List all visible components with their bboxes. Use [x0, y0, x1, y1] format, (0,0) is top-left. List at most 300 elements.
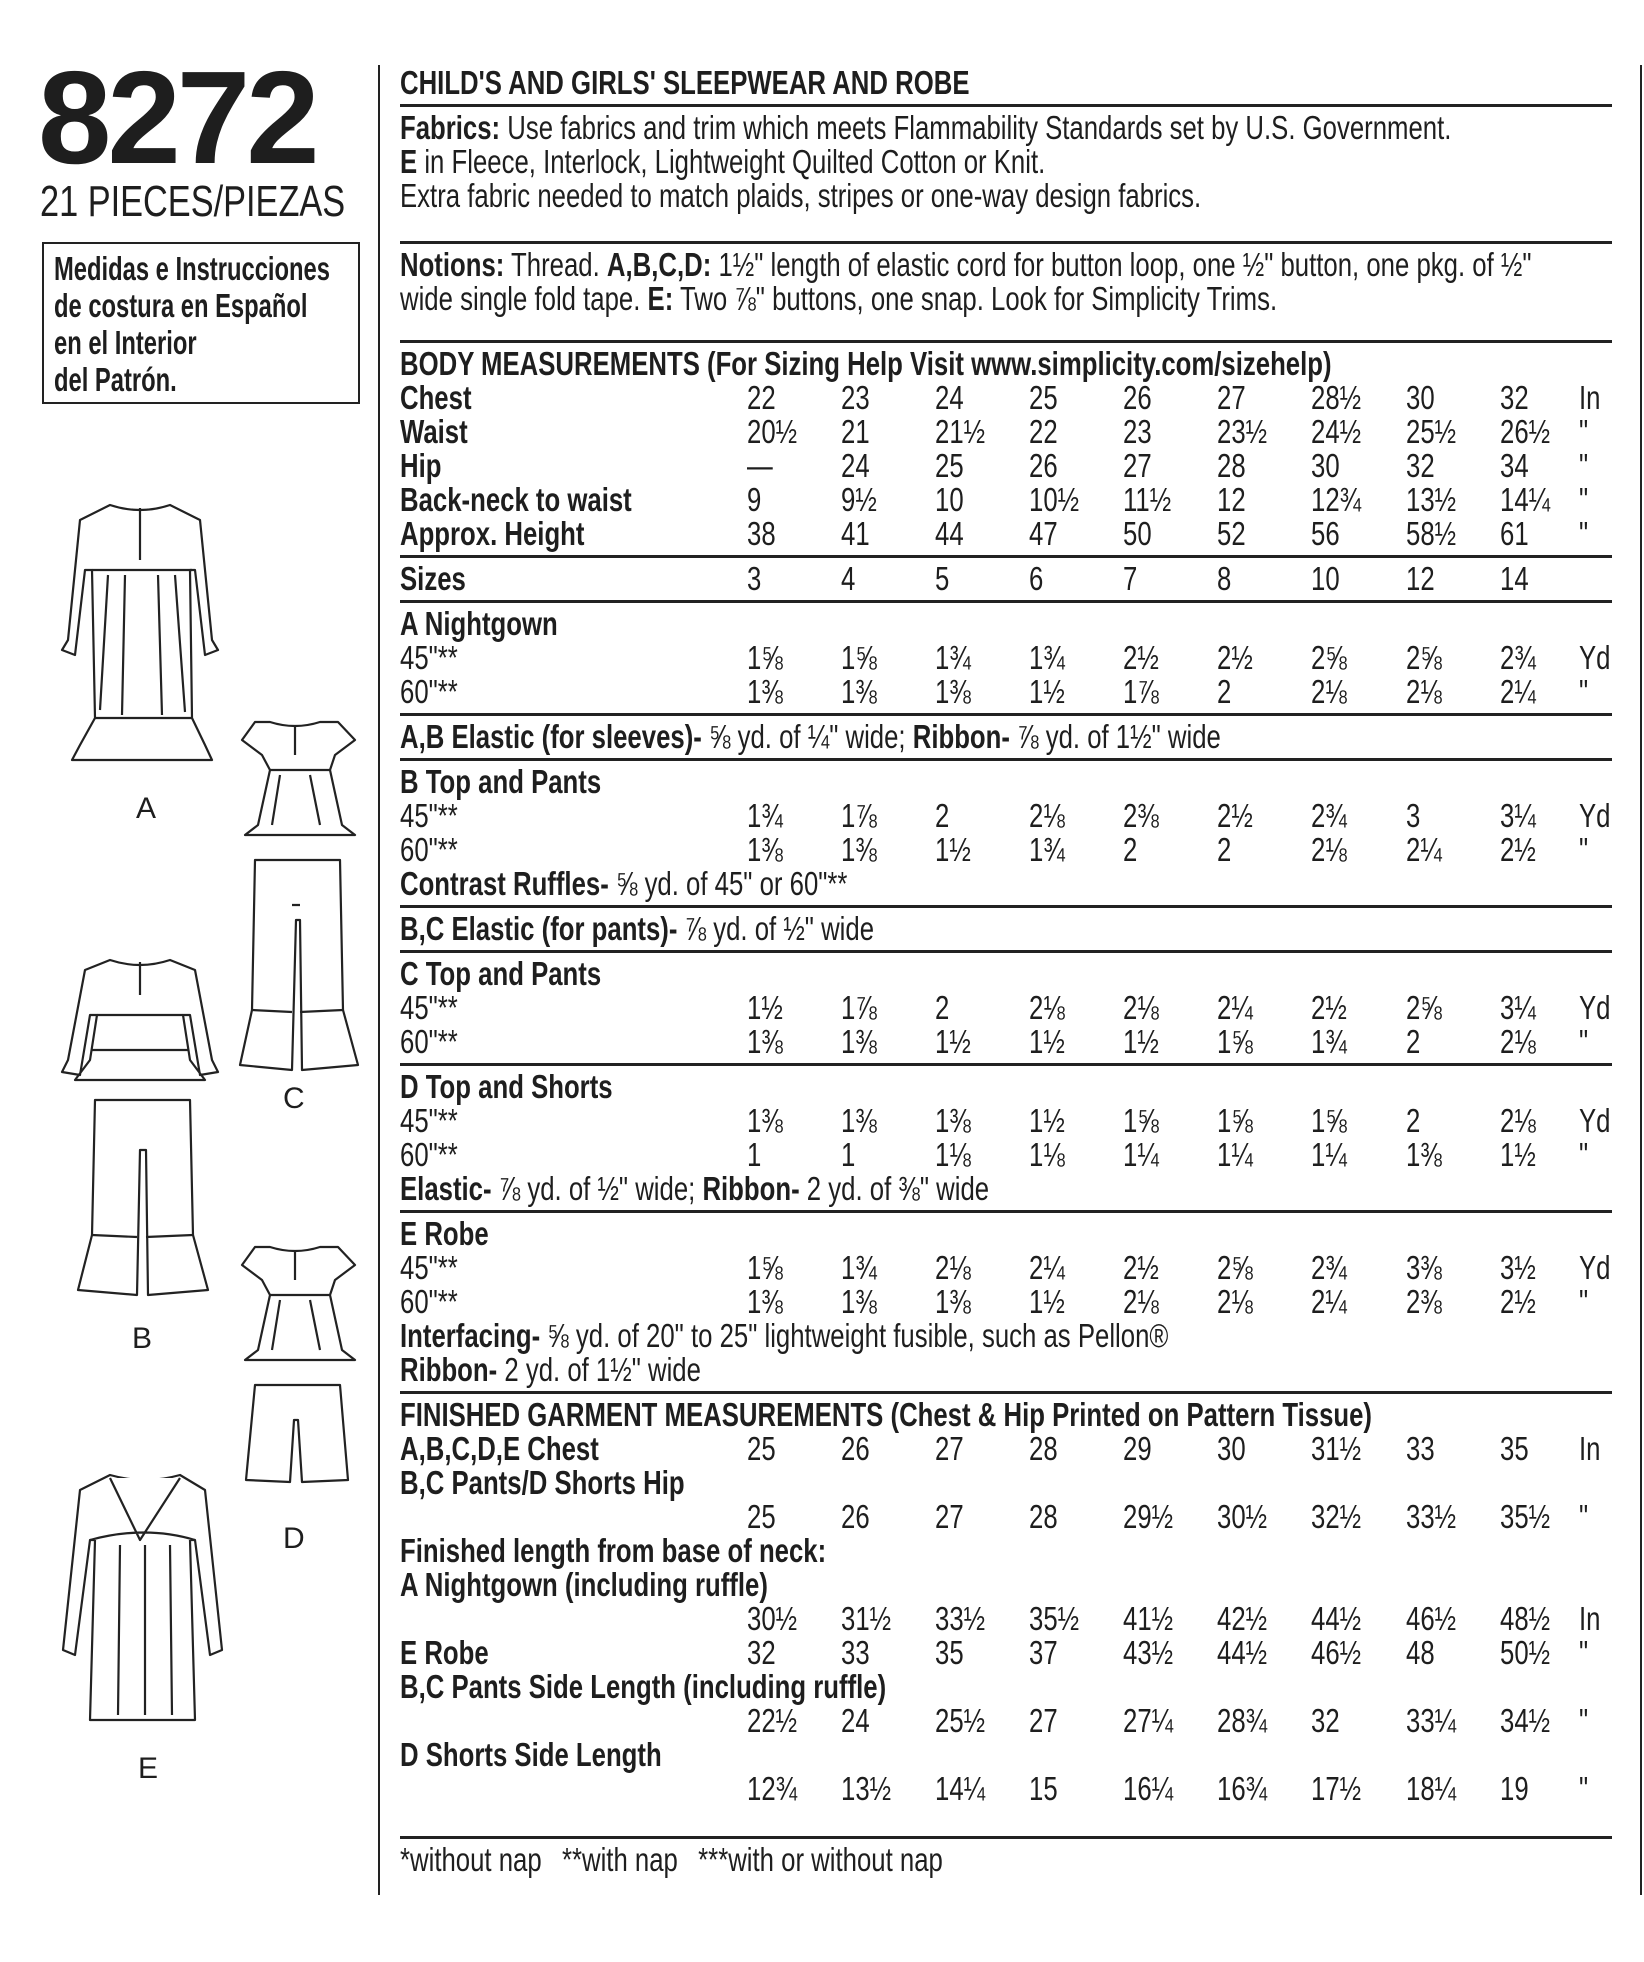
cell-value: 25½	[1406, 413, 1457, 450]
notions-line	[400, 282, 1612, 316]
line-text	[400, 179, 1201, 213]
unit-label: "	[1579, 1498, 1589, 1535]
bold-label: A,B Elastic (for sleeves)-	[400, 718, 702, 755]
unit-label: In	[1579, 1430, 1601, 1467]
cell-value: 17½	[1311, 1770, 1362, 1807]
cell-value: 44	[935, 515, 964, 552]
row-label: D Shorts Side Length	[400, 1736, 662, 1773]
cell-value: 1½	[1029, 673, 1065, 710]
cell-value: 2¾	[1500, 639, 1536, 676]
cell-value: 12	[1406, 560, 1435, 597]
cell-value: 2	[935, 989, 950, 1026]
view-d-top-drawing	[242, 1247, 355, 1360]
text: ⅝ yd. of ¼" wide;	[701, 718, 913, 755]
row-label: D Top and Shorts	[400, 1068, 613, 1105]
cell-value: 2¼	[1311, 1283, 1347, 1320]
footnote: ***with or without nap	[698, 1841, 943, 1878]
cell-value: 2⅛	[1500, 1023, 1536, 1060]
unit-label: "	[1579, 447, 1589, 484]
finished-measurement-row	[400, 1772, 1612, 1806]
cell-value: 1⅜	[935, 1283, 971, 1320]
unit-label: "	[1579, 1023, 1589, 1060]
cell-value: 10	[935, 481, 964, 518]
unit-label: "	[1579, 1136, 1589, 1173]
cell-value: 1⅜	[841, 1102, 877, 1139]
cell-value: 33½	[935, 1600, 986, 1637]
cell-value: 1	[841, 1136, 856, 1173]
yardage-section-title	[400, 607, 1612, 641]
cell-value: 5	[935, 560, 950, 597]
cell-value: 43½	[1123, 1634, 1174, 1671]
cell-value: 35½	[1029, 1600, 1080, 1637]
footnote-text	[400, 1843, 943, 1877]
unit-label: "	[1579, 481, 1589, 518]
spacer	[400, 1806, 1612, 1832]
cell-value: 1⅝	[747, 639, 783, 676]
finished-measurement-row	[400, 1670, 1612, 1704]
piece-count: 21 PIECES/PIEZAS	[40, 177, 346, 226]
text: ⅝ yd. of 45" or 60"**	[608, 865, 848, 902]
row-label: B,C Pants Side Length (including ruffle)	[400, 1668, 887, 1705]
cell-value: 34½	[1500, 1702, 1551, 1739]
cell-value: 2⅛	[1311, 831, 1347, 868]
cell-value: 1¼	[1311, 1136, 1347, 1173]
finished-measurement-row	[400, 1466, 1612, 1500]
cell-value: 1¾	[747, 797, 783, 834]
cell-value: 35	[935, 1634, 964, 1671]
cell-value: 2⅝	[1406, 639, 1442, 676]
cell-value: 1⅞	[1123, 673, 1159, 710]
cell-value: 56	[1311, 515, 1340, 552]
cell-value: 1⅜	[841, 673, 877, 710]
cell-value: 22	[747, 379, 776, 416]
cell-value: 2	[1217, 673, 1232, 710]
footnote: **with nap	[561, 1841, 678, 1878]
row-label: BODY MEASUREMENTS (For Sizing Help Visit www.simplicity.com/sizehelp)	[400, 345, 1332, 382]
yardage-row	[400, 833, 1612, 867]
row-label: 45"**	[400, 1102, 458, 1139]
cell-value: 2⅛	[1123, 989, 1159, 1026]
unit-label: In	[1579, 379, 1601, 416]
unit-label: Yd	[1579, 797, 1611, 834]
text: ⅞ yd. of ½" wide;	[491, 1170, 703, 1207]
cell-value: 2	[935, 797, 950, 834]
cell-value: 48½	[1500, 1600, 1551, 1637]
pattern-number: 8272	[38, 44, 316, 191]
cell-value: 1⅜	[747, 831, 783, 868]
cell-value: 3¼	[1500, 989, 1536, 1026]
cell-value: 2½	[1217, 639, 1253, 676]
cell-value: 24	[841, 447, 870, 484]
cell-value: 3¼	[1500, 797, 1536, 834]
cell-value: 29½	[1123, 1498, 1174, 1535]
row-label: A Nightgown	[400, 605, 558, 642]
cell-value: 28	[1217, 447, 1246, 484]
cell-value: 2⅛	[1500, 1102, 1536, 1139]
cell-value: 2⅛	[1406, 673, 1442, 710]
finished-measurement-row	[400, 1704, 1612, 1738]
cell-value: 46½	[1311, 1634, 1362, 1671]
cell-value: 26½	[1500, 413, 1551, 450]
cell-value: 2¼	[1217, 989, 1253, 1026]
cell-value: 2⅝	[1217, 1249, 1253, 1286]
cell-value: 1⅜	[747, 673, 783, 710]
finished-measurement-row	[400, 1534, 1612, 1568]
yardage-note	[400, 1353, 1612, 1387]
cell-value: 1⅜	[841, 1023, 877, 1060]
cell-value: 1½	[1029, 1023, 1065, 1060]
cell-value: 30½	[1217, 1498, 1268, 1535]
cell-value: 6	[1029, 560, 1044, 597]
cell-value: 44½	[1311, 1600, 1362, 1637]
cell-value: 2⅝	[1311, 639, 1347, 676]
view-label-e: E	[138, 1752, 159, 1785]
cell-value: 47	[1029, 515, 1058, 552]
cell-value: 1¾	[935, 639, 971, 676]
text: ⅝ yd. of 20" to 25" lightweight fusible, such as Pellon®	[540, 1317, 1169, 1354]
cell-value: 22½	[747, 1702, 798, 1739]
finished-measurement-row	[400, 1636, 1612, 1670]
line-text	[400, 111, 1451, 145]
line-text	[400, 282, 1277, 316]
unit-label: "	[1579, 673, 1589, 710]
row-label: 60"**	[400, 1283, 458, 1320]
cell-value: 9½	[841, 481, 877, 518]
divider	[400, 555, 1612, 558]
text: in Fleece, Interlock, Lightweight Quilted Cotton or Knit.	[417, 143, 1046, 180]
cell-value: 2⅝	[1406, 989, 1442, 1026]
line-text	[400, 1319, 1168, 1353]
cell-value: 30	[1406, 379, 1435, 416]
cell-value: 12	[1217, 481, 1246, 518]
cell-value: 16¼	[1123, 1770, 1174, 1807]
divider	[400, 905, 1612, 908]
unit-label: Yd	[1579, 989, 1611, 1026]
row-label: C Top and Pants	[400, 955, 602, 992]
line-text	[400, 720, 1221, 754]
cell-value: 14¼	[1500, 481, 1551, 518]
cell-value: 1⅞	[841, 989, 877, 1026]
cell-value: 26	[1029, 447, 1058, 484]
unit-label: In	[1579, 1600, 1601, 1637]
line-text	[400, 1172, 989, 1206]
cell-value: 14¼	[935, 1770, 986, 1807]
row-label: Waist	[400, 413, 468, 450]
bold-label: Ribbon-	[702, 1170, 800, 1207]
finished-measurement-row	[400, 1602, 1612, 1636]
finished-measurement-row	[400, 1738, 1612, 1772]
cell-value: 2⅛	[1029, 989, 1065, 1026]
cell-value: 33	[841, 1634, 870, 1671]
row-label: Approx. Height	[400, 515, 585, 552]
cell-value: 33¼	[1406, 1702, 1457, 1739]
cell-value: 1	[747, 1136, 762, 1173]
cell-value: 1½	[1123, 1023, 1159, 1060]
cell-value: 27	[1217, 379, 1246, 416]
cell-value: 1¾	[841, 1249, 877, 1286]
divider	[400, 758, 1612, 761]
cell-value: 2¼	[1500, 673, 1536, 710]
cell-value: 1⅜	[841, 831, 877, 868]
cell-value: 50	[1123, 515, 1152, 552]
cell-value: 35½	[1500, 1498, 1551, 1535]
cell-value: 1⅜	[747, 1023, 783, 1060]
unit-label: "	[1579, 1283, 1589, 1320]
cell-value: 1⅛	[935, 1136, 971, 1173]
row-label: Sizes	[400, 560, 466, 597]
cell-value: 31½	[841, 1600, 892, 1637]
cell-value: 1½	[935, 831, 971, 868]
row-label: B Top and Pants	[400, 763, 602, 800]
yardage-section-title	[400, 957, 1612, 991]
unit-label: Yd	[1579, 1249, 1611, 1286]
cell-value: 2⅜	[1123, 797, 1159, 834]
fabrics-line	[400, 145, 1612, 179]
cell-value: 46½	[1406, 1600, 1457, 1637]
cell-value: 1⅝	[1217, 1023, 1253, 1060]
cell-value: 2¾	[1311, 797, 1347, 834]
text: Extra fabric needed to match plaids, stripes or one-way design fabrics.	[400, 177, 1202, 214]
body-measurement-row	[400, 381, 1612, 415]
yardage-note	[400, 1172, 1612, 1206]
row-label: Finished length from base of neck:	[400, 1532, 827, 1569]
cell-value: 1⅜	[935, 673, 971, 710]
bold-label: Ribbon-	[912, 718, 1010, 755]
line-text	[400, 912, 874, 946]
finished-measurement-row	[400, 1432, 1612, 1466]
view-label-c: C	[283, 1082, 305, 1115]
cell-value: 1⅜	[841, 1283, 877, 1320]
yardage-row	[400, 1251, 1612, 1285]
view-label-d: D	[283, 1522, 305, 1555]
row-label: Hip	[400, 447, 442, 484]
divider	[400, 1836, 1612, 1839]
bold-label: E	[400, 143, 418, 180]
divider	[400, 1391, 1612, 1394]
cell-value: 32	[1500, 379, 1529, 416]
view-b-pants-drawing	[78, 1100, 208, 1295]
cell-value: 15	[1029, 1770, 1058, 1807]
measurement-tables	[400, 347, 1612, 1877]
cell-value: 2¼	[1029, 1249, 1065, 1286]
cell-value: 52	[1217, 515, 1246, 552]
body-measurement-row	[400, 415, 1612, 449]
divider	[400, 1210, 1612, 1213]
row-label: 60"**	[400, 1136, 458, 1173]
cell-value: 1¼	[1217, 1136, 1253, 1173]
cell-value: 7	[1123, 560, 1138, 597]
view-a-nightgown-drawing	[62, 505, 218, 760]
cell-value: 48	[1406, 1634, 1435, 1671]
cell-value: 25	[1029, 379, 1058, 416]
cell-value: 14	[1500, 560, 1529, 597]
yardage-note	[400, 912, 1612, 946]
body-measurement-row	[400, 449, 1612, 483]
view-e-robe-drawing	[63, 1475, 222, 1720]
view-c-pants-drawing	[240, 860, 358, 1070]
cell-value: 20½	[747, 413, 798, 450]
bold-label: A,B,C,D:	[606, 246, 712, 283]
cell-value: 33½	[1406, 1498, 1457, 1535]
cell-value: 27¼	[1123, 1702, 1174, 1739]
cell-value: 2	[1217, 831, 1232, 868]
cell-value: 2½	[1500, 831, 1536, 868]
bold-label: E:	[647, 280, 674, 317]
cell-value: 25	[747, 1430, 776, 1467]
row-label: E Robe	[400, 1634, 489, 1671]
cell-value: 38	[747, 515, 776, 552]
yardage-row	[400, 641, 1612, 675]
cell-value: 2½	[1123, 1249, 1159, 1286]
cell-value: 61	[1500, 515, 1529, 552]
cell-value: 1¼	[1123, 1136, 1159, 1173]
cell-value: 3	[747, 560, 762, 597]
cell-value: 2½	[1123, 639, 1159, 676]
cell-value: 27	[1029, 1702, 1058, 1739]
spanish-note-line: del Patrón.	[54, 361, 177, 398]
cell-value: 1½	[1029, 1102, 1065, 1139]
cell-value: 13½	[841, 1770, 892, 1807]
row-label: E Robe	[400, 1215, 489, 1252]
cell-value: 24	[841, 1702, 870, 1739]
view-c-top-drawing	[242, 722, 355, 835]
cell-value: 19	[1500, 1770, 1529, 1807]
line-text	[400, 1353, 701, 1387]
cell-value: 10½	[1029, 481, 1080, 518]
row-label: A,B,C,D,E Chest	[400, 1430, 599, 1467]
cell-value: 24	[935, 379, 964, 416]
cell-value: 1⅞	[841, 797, 877, 834]
cell-value: 2¼	[1406, 831, 1442, 868]
text: 2 yd. of ⅜" wide	[799, 1170, 990, 1207]
cell-value: 24½	[1311, 413, 1362, 450]
cell-value: 27	[1123, 447, 1152, 484]
cell-value: 2⅛	[1123, 1283, 1159, 1320]
cell-value: 2⅛	[935, 1249, 971, 1286]
view-label-b: B	[132, 1322, 153, 1355]
cell-value: 3	[1406, 797, 1421, 834]
unit-label: Yd	[1579, 1102, 1611, 1139]
unit-label: "	[1579, 1702, 1589, 1739]
cell-value: 23½	[1217, 413, 1268, 450]
cell-value: 1½	[1029, 1283, 1065, 1320]
fabrics-line	[400, 111, 1612, 145]
cell-value: 2	[1406, 1023, 1421, 1060]
cell-value: 1⅜	[747, 1283, 783, 1320]
cell-value: 26	[841, 1430, 870, 1467]
notions-line	[400, 248, 1612, 282]
text: ⅞ yd. of ½" wide	[677, 910, 875, 947]
cell-value: 3½	[1500, 1249, 1536, 1286]
row-label: Chest	[400, 379, 472, 416]
cell-value: 25½	[935, 1702, 986, 1739]
text: ⅞ yd. of 1½" wide	[1009, 718, 1221, 755]
cell-value: 25	[935, 447, 964, 484]
yardage-row	[400, 799, 1612, 833]
yardage-section-title	[400, 1217, 1612, 1251]
cell-value: 2	[1406, 1102, 1421, 1139]
cell-value: 28	[1029, 1430, 1058, 1467]
cell-value: 2½	[1311, 989, 1347, 1026]
cell-value: 44½	[1217, 1634, 1268, 1671]
yardage-row	[400, 1104, 1612, 1138]
fabrics-section	[400, 111, 1612, 213]
fabrics-line	[400, 179, 1612, 213]
pattern-info	[400, 66, 1612, 1877]
row-label: 45"**	[400, 797, 458, 834]
cell-value: 41	[841, 515, 870, 552]
line-text	[400, 867, 847, 901]
row-label: 45"**	[400, 639, 458, 676]
divider	[400, 104, 1612, 107]
cell-value: 1½	[747, 989, 783, 1026]
line-text	[400, 248, 1531, 282]
bold-label: Elastic-	[400, 1170, 492, 1207]
cell-value: 23	[1123, 413, 1152, 450]
unit-label: "	[1579, 1634, 1589, 1671]
yardage-row	[400, 991, 1612, 1025]
cell-value: 1⅛	[1029, 1136, 1065, 1173]
cell-value: 50½	[1500, 1634, 1551, 1671]
yardage-note	[400, 867, 1612, 901]
cell-value: 31½	[1311, 1430, 1362, 1467]
cell-value: 2⅛	[1029, 797, 1065, 834]
cell-value: 58½	[1406, 515, 1457, 552]
footnotes	[400, 1843, 1612, 1877]
text: 1½" length of elastic cord for button loop, one ½" button, one pkg. of ½"	[711, 246, 1532, 283]
cell-value: 32	[747, 1634, 776, 1671]
cell-value: 12¾	[747, 1770, 798, 1807]
cell-value: 1⅝	[747, 1249, 783, 1286]
unit-label: "	[1579, 413, 1589, 450]
bold-label: Notions:	[400, 246, 505, 283]
cell-value: 1⅜	[747, 1102, 783, 1139]
divider	[400, 950, 1612, 953]
cell-value: 30½	[747, 1600, 798, 1637]
cell-value: 1¾	[1029, 831, 1065, 868]
cell-value: 35	[1500, 1430, 1529, 1467]
cell-value: 30	[1217, 1430, 1246, 1467]
row-label: 45"**	[400, 1249, 458, 1286]
cell-value: 33	[1406, 1430, 1435, 1467]
bold-label: Fabrics:	[400, 109, 501, 146]
finished-measurement-row	[400, 1500, 1612, 1534]
cell-value: 34	[1500, 447, 1529, 484]
right-border	[1640, 65, 1642, 1895]
notions-section	[400, 248, 1612, 316]
cell-value: 2⅛	[1311, 673, 1347, 710]
bold-label: Interfacing-	[400, 1317, 541, 1354]
cell-value: 12¾	[1311, 481, 1362, 518]
cell-value: 2⅜	[1406, 1283, 1442, 1320]
cell-value: 1⅝	[1123, 1102, 1159, 1139]
cell-value: 4	[841, 560, 856, 597]
spanish-note-line: de costura en Español	[54, 287, 308, 324]
row-label: 60"**	[400, 673, 458, 710]
cell-value: 2½	[1500, 1283, 1536, 1320]
cell-value: 16¾	[1217, 1770, 1268, 1807]
body-measurement-row	[400, 483, 1612, 517]
cell-value: 1⅝	[1311, 1102, 1347, 1139]
divider	[400, 1063, 1612, 1066]
view-label-a: A	[136, 792, 157, 825]
unit-label: "	[1579, 515, 1589, 552]
sizes-row	[400, 562, 1612, 596]
unit-label: Yd	[1579, 639, 1611, 676]
bold-label: B,C Elastic (for pants)-	[400, 910, 678, 947]
cell-value: 27	[935, 1498, 964, 1535]
line-text	[400, 145, 1045, 179]
